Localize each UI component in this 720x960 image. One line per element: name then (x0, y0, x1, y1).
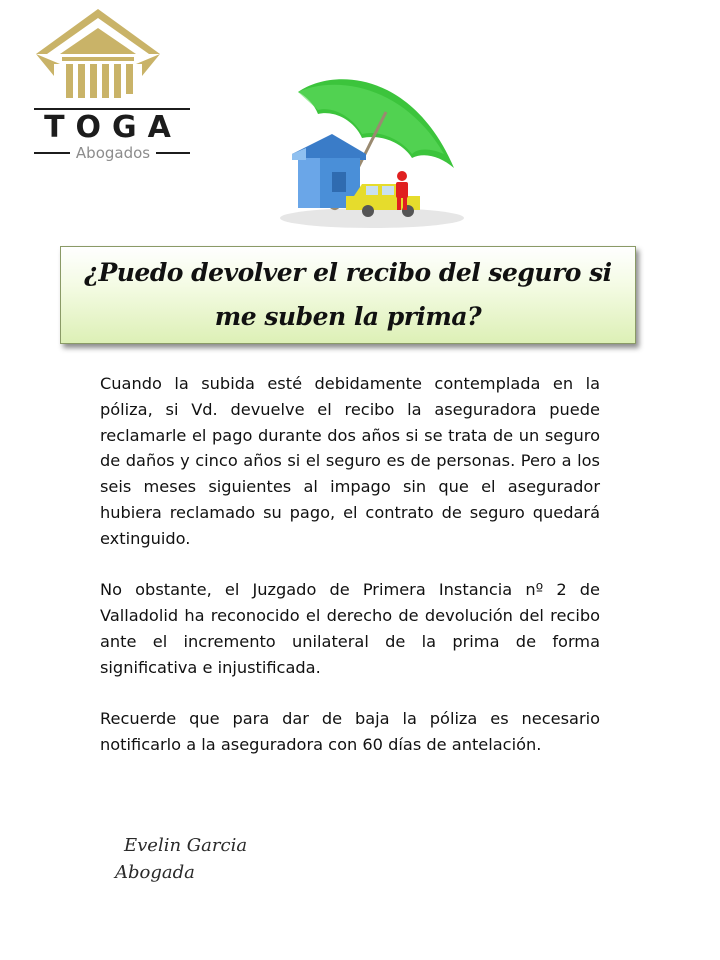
logo-name: TOGA (44, 110, 182, 145)
signature (115, 832, 247, 886)
signature-name: Evelin Garcia (124, 835, 248, 856)
paragraph-3: Recuerde que para dar de baja la póliza es necesario notificarlo a la aseguradora con 60 días de antelación. (100, 709, 600, 755)
logo-subtitle: Abogados (75, 144, 151, 162)
signature-role: Abogada (115, 862, 195, 883)
article-body (100, 371, 600, 784)
toga-logo (32, 6, 194, 162)
title-box (60, 246, 636, 344)
columns-building-icon (32, 6, 194, 106)
umbrella-house-car-person-icon (262, 68, 476, 230)
insurance-illustration (262, 68, 476, 230)
page-title: ¿Puedo devolver el recibo del seguro si me suben la prima? (84, 258, 612, 331)
paragraph-1: Cuando la subida esté debidamente contemplada en la póliza, si Vd. devuelve el recibo la aseguradora puede reclamarle el pago durante dos años si se trata de un seguro de daños y cinco años si el seguro es de personas. Pero a los seis meses siguientes al impago sin que el asegurador hubiera reclamado su pago, el contrato de seguro quedará extinguido. (100, 374, 600, 548)
paragraph-2: No obstante, el Juzgado de Primera Instancia nº 2 de Valladolid ha reconocido el derecho de devolución del recibo ante el incremento unilateral de la prima de forma significativa e injustificada. (100, 580, 600, 677)
